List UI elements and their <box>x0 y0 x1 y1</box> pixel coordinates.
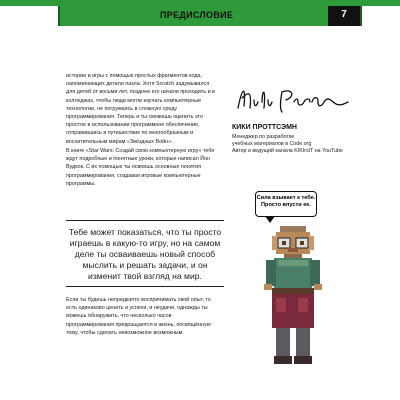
author-info <box>232 134 362 154</box>
author-signature-image <box>232 78 352 120</box>
author-role: Менеджер по разработке <box>232 134 295 140</box>
page-header <box>58 6 362 26</box>
body-paragraph-1: истории и игры с помощью простых фрагментов кода, напоминающих детали пазла. Хотя Scratch задумывался для детей от восьми лет, позднее его начали проходить и в колледжах, чтобы люди могли изучать компьютерные технологии, не погружаясь в сложную среду программирования. Теперь и ты сможешь оценить это простое в использовании программное обеспечение, отправившись в путешествие по многообразным и восхитительным мирам «Звёздных Войн». <box>66 73 215 145</box>
maz-kanata-pixel-character-illustration <box>258 226 328 368</box>
author-channel: Автор и ведущий канала KIKIrsIT на YouTube <box>232 147 343 154</box>
page-number: 7 <box>341 9 347 20</box>
speech-bubble-tail <box>265 216 275 223</box>
body-paragraph-3: Если ты будешь непредвзято воспринимать свой опыт, то есть одинаково ценить и успехи, и неудачи, однажды ты можешь обнаружить, что несколько часов программирования превращаются в жизнь, посвящённую тому, чтобы сделать невозможное возможным. <box>66 297 211 336</box>
body-paragraph-2: В книге «Star Wars: Создай свою компьютерную игру» тебя ждут подробные и понятные уроки, которые написал Йон Вудкок. С их помощью ты освоишь основные понятия программирования, создавая игровые компьютерные программы. <box>66 148 215 187</box>
pull-quote: Тебе может показаться, что ты просто играешь в какую-то игру, но на самом деле ты осваиваешь новый способ мыслить и решать задачи, и он изменит твой взгляд на мир. <box>66 220 224 287</box>
speech-bubble: Сила взывает к тебе. Просто впусти ее. <box>255 191 317 217</box>
section-title: ПРЕДИСЛОВИЕ <box>160 10 234 20</box>
author-name: КИКИ ПРОТТСЭМН <box>232 124 297 131</box>
author-organization: учебных материалов в Code.org <box>232 140 312 147</box>
page-number-box <box>328 6 360 26</box>
